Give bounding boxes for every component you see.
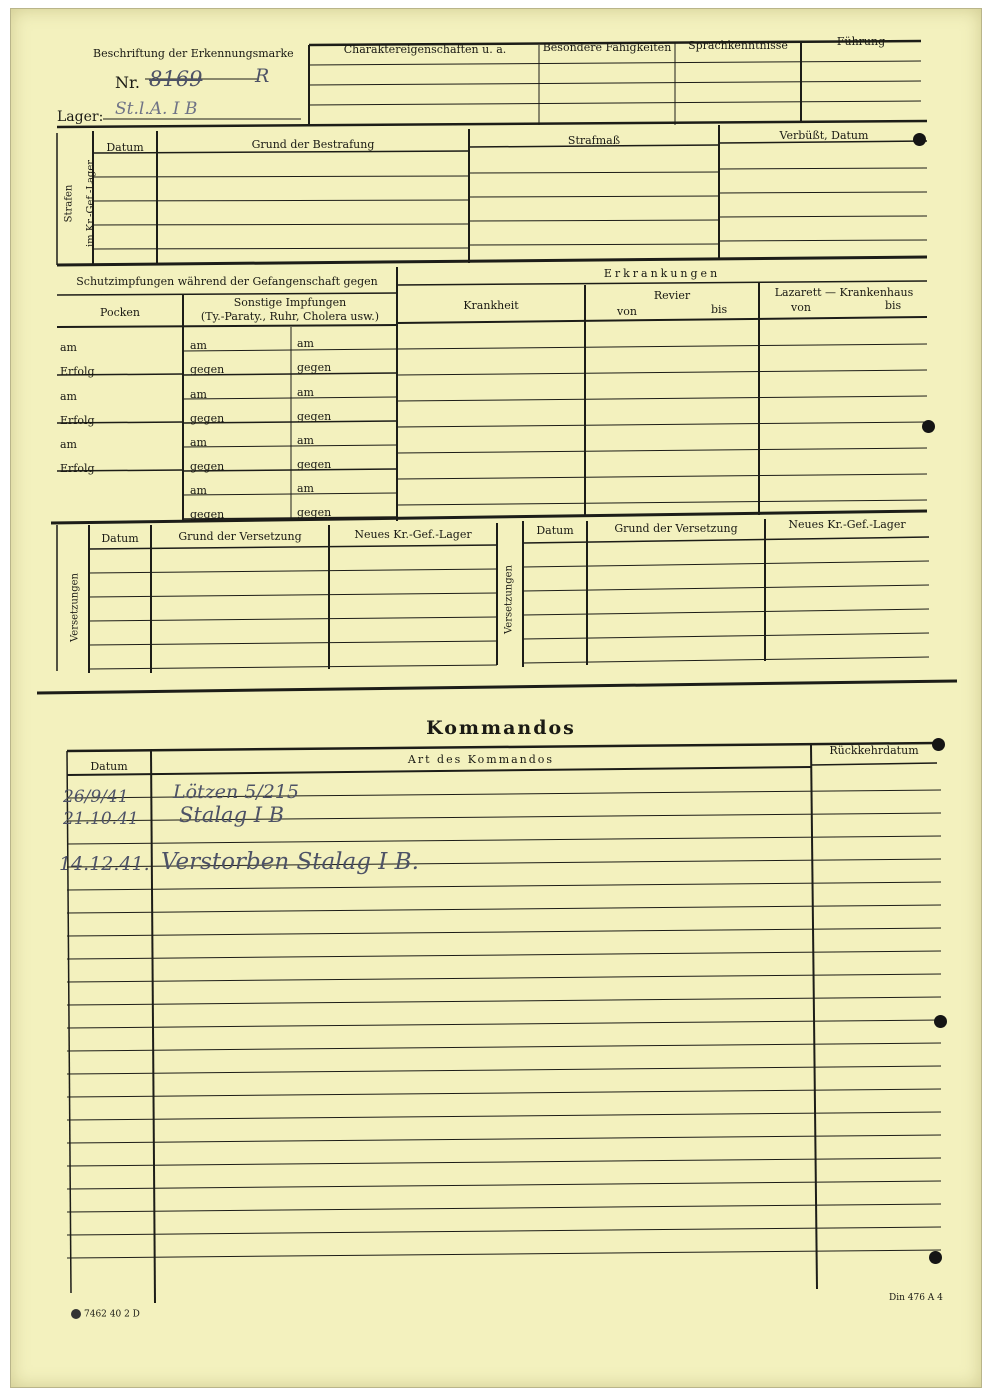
punch-hole [929, 1251, 942, 1264]
versetzungen-side-label-right: Versetzungen [503, 565, 515, 634]
form-grid-lines [11, 9, 983, 1389]
erkrankungen-title: Erkrankungen [603, 267, 721, 280]
impfungen-title: Schutzimpfungen während der Gefangenschaft gegen [76, 275, 378, 288]
pocken-erfolg-3: Erfolg [60, 462, 95, 475]
sonstige-gegen-4b: gegen [297, 506, 332, 519]
erkennungsmarke-label: Beschriftung der Erkennungsmarke [93, 47, 294, 60]
lazarett-bis: bis [885, 299, 902, 312]
vers-left-col-lager: Neues Kr.-Gef.-Lager [354, 528, 472, 541]
strafen-side-label-2: im Kr.-Gef.-Lager [85, 159, 97, 248]
col-krankheit: Krankheit [463, 299, 519, 312]
sonstige-am-2b: am [297, 386, 314, 399]
strafen-col-strafmass: Strafmaß [567, 134, 621, 147]
kommando-1-datum: 26/9/41 [63, 787, 129, 807]
strafen-side-label: Strafen [63, 184, 75, 223]
punch-hole [922, 420, 935, 433]
col-sprachkenntnisse: Sprachkenntnisse [688, 39, 788, 52]
kommando-2-datum: 21.10.41 [63, 809, 139, 829]
col-sonstige: Sonstige Impfungen [233, 296, 347, 309]
pocken-erfolg-2: Erfolg [60, 414, 95, 427]
vers-left-col-datum: Datum [101, 532, 139, 545]
kommando-3-art: Verstorben Stalag I B. [161, 849, 419, 875]
lazarett-von: von [791, 301, 811, 314]
sonstige-am-1a: am [190, 339, 207, 352]
vers-left-col-grund: Grund der Versetzung [178, 530, 302, 543]
col-sonstige-detail: (Ty.-Paraty., Ruhr, Cholera usw.) [200, 310, 380, 323]
sonstige-gegen-4a: gegen [190, 508, 225, 521]
nr-label: Nr. [115, 73, 140, 92]
vers-right-col-grund: Grund der Versetzung [614, 522, 738, 535]
sonstige-am-2a: am [190, 388, 207, 401]
sonstige-am-1b: am [297, 337, 314, 350]
punch-hole [934, 1015, 947, 1028]
kommandos-title: Kommandos [426, 717, 576, 739]
sonstige-gegen-1a: gegen [190, 363, 225, 376]
kommando-3-datum: 14.12.41. [59, 853, 150, 875]
vers-right-col-lager: Neues Kr.-Gef.-Lager [788, 518, 906, 531]
pocken-am-2: am [60, 390, 77, 403]
nr-value: 8169 [149, 67, 203, 91]
print-code-text: 7462 40 2 D [84, 1309, 140, 1320]
lager-label: Lager: [57, 109, 104, 125]
personnel-card-sheet [10, 8, 982, 1388]
kommando-2-art: Stalag I B [179, 803, 285, 827]
kommandos-col-rueckkehr: Rückkehrdatum [829, 744, 919, 757]
sonstige-am-3a: am [190, 436, 207, 449]
col-faehigkeiten: Besondere Fähigkeiten [542, 41, 672, 54]
printer-mark-icon [71, 1309, 81, 1319]
lager-value: St.l.A. I B [115, 99, 198, 119]
sonstige-am-4a: am [190, 484, 207, 497]
din-code: Din 476 A 4 [889, 1293, 943, 1303]
sonstige-gegen-2b: gegen [297, 410, 332, 423]
nr-suffix: R [255, 65, 270, 87]
kommando-1-art: Lötzen 5/215 [173, 781, 299, 803]
sonstige-am-3b: am [297, 434, 314, 447]
versetzungen-side-label-left: Versetzungen [69, 573, 81, 642]
revier-bis: bis [711, 303, 728, 316]
sonstige-am-4b: am [297, 482, 314, 495]
col-lazarett: Lazarett — Krankenhaus [774, 286, 914, 299]
strafen-col-datum: Datum [106, 141, 144, 154]
pocken-am-3: am [60, 438, 77, 451]
strafen-col-grund: Grund der Bestrafung [251, 138, 375, 151]
revier-von: von [617, 305, 637, 318]
col-revier: Revier [653, 289, 691, 302]
strafen-col-verbuesst: Verbüßt, Datum [779, 129, 869, 142]
sonstige-gegen-1b: gegen [297, 361, 332, 374]
col-pocken: Pocken [100, 306, 140, 319]
kommandos-col-art: Art des Kommandos [407, 753, 555, 766]
vers-right-col-datum: Datum [536, 524, 574, 537]
sonstige-gegen-3b: gegen [297, 458, 332, 471]
sonstige-gegen-3a: gegen [190, 460, 225, 473]
kommandos-col-datum: Datum [90, 760, 128, 773]
pocken-erfolg-1: Erfolg [60, 365, 95, 378]
col-fuehrung: Führung [836, 35, 886, 48]
punch-hole [932, 738, 945, 751]
pocken-am-1: am [60, 341, 77, 354]
print-code [71, 1309, 140, 1320]
punch-hole [913, 133, 926, 146]
col-charakter: Charaktereigenschaften u. a. [343, 43, 507, 56]
sonstige-gegen-2a: gegen [190, 412, 225, 425]
